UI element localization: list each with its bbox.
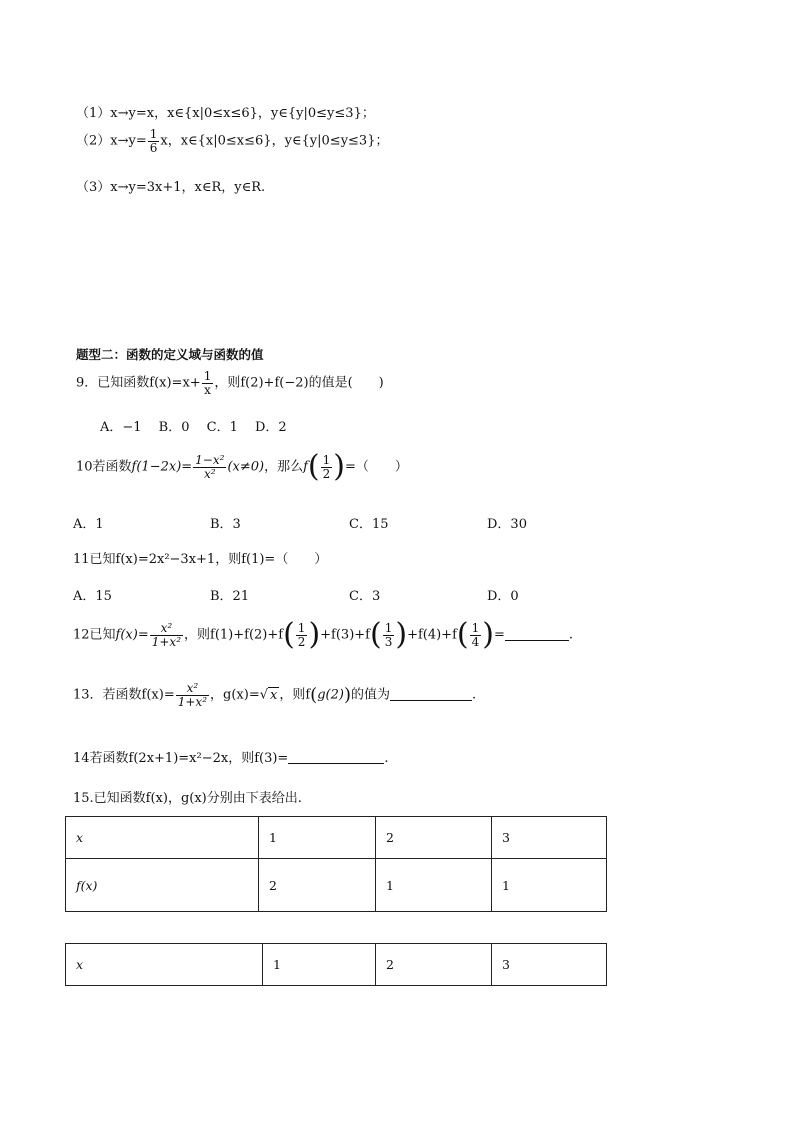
q11-option-c: C．3	[349, 589, 381, 604]
question-13	[73, 682, 476, 708]
q12-prefix: 12已知	[73, 627, 116, 643]
q12-sum-mid: +f(3)+f	[320, 627, 370, 643]
q10-option-d: D．30	[487, 517, 527, 532]
paren-right: )	[333, 449, 345, 484]
fraction-denominator: 3	[384, 634, 393, 649]
table-cell: x	[66, 944, 263, 986]
q13-f-call: ，则f	[279, 687, 311, 703]
line-2	[76, 128, 388, 154]
q10-option-a: A．1	[73, 517, 104, 532]
q14-stem: 14若函数f(2x+1)=x²−2x，则f(3)=	[73, 751, 289, 766]
fraction-denominator: 6	[149, 140, 158, 155]
q12-term-1	[296, 622, 308, 648]
q10-option-b: B．3	[210, 517, 241, 532]
fraction-denominator: 2	[322, 466, 331, 481]
paren-right: )	[482, 617, 494, 652]
line-2-suffix: x，x∈{x|0≤x≤6}，y∈{y|0≤y≤3}；	[160, 133, 389, 149]
q9-stem-end: ，则f(2)+f(−2)的值是( )	[214, 375, 384, 391]
q14-answer-blank[interactable]	[288, 749, 384, 764]
q12-term-3	[470, 622, 482, 648]
fraction-denominator: 1+x²	[177, 694, 208, 709]
q10-f: f	[303, 459, 308, 475]
q13-inner: g(2)	[317, 687, 344, 703]
question-14	[73, 747, 388, 766]
fraction-numerator: x²	[186, 681, 199, 695]
fraction-numerator: 1	[149, 127, 158, 141]
table-cell: 1	[492, 859, 607, 912]
table-cell: 3	[492, 817, 607, 859]
line-3: （3）x→y=3x+1，x∈R，y∈R.	[76, 180, 266, 195]
q13-prefix: 13．若函数f(x)=	[73, 687, 175, 703]
q13-period: .	[472, 687, 477, 703]
table-cell: f(x)	[66, 859, 259, 912]
fraction-denominator: 4	[471, 634, 480, 649]
q14-period: .	[384, 751, 389, 766]
line-1: （1）x→y=x，x∈{x|0≤x≤6}，y∈{y|0≤y≤3}；	[76, 106, 375, 121]
question-10	[76, 449, 408, 484]
line-2-fraction	[148, 128, 160, 154]
q10-lhs: f(1−2x)=	[131, 459, 193, 475]
q12-equals: =	[493, 627, 505, 643]
table-g	[65, 943, 607, 986]
sqrt-sign: √	[259, 687, 269, 703]
fraction-numerator: 1	[297, 620, 306, 635]
table-cell: 1	[259, 817, 376, 859]
q12-fraction	[150, 622, 183, 648]
paren-left: (	[283, 617, 295, 652]
q12-lhs: f(x)=	[115, 627, 149, 643]
q9-stem-start: 9．已知函数f(x)=x+	[76, 375, 201, 391]
q10-suffix: =（ ）	[345, 459, 408, 475]
fraction-numerator: 1−x²	[195, 452, 225, 467]
paren-left: (	[310, 684, 318, 706]
table-cell: 2	[376, 944, 492, 986]
question-15: 15.已知函数f(x)，g(x)分别由下表给出.	[73, 791, 302, 806]
q10-fraction	[193, 454, 226, 480]
q12-answer-blank[interactable]	[505, 626, 569, 641]
q10-condition: (x≠0)	[227, 459, 265, 475]
question-12	[73, 617, 574, 652]
paren-left: (	[369, 617, 382, 652]
q13-radicand: x	[270, 687, 278, 703]
q10-option-c: C．15	[349, 517, 389, 532]
table-row	[66, 944, 607, 986]
paren-right: )	[308, 617, 321, 652]
table-row	[66, 859, 607, 912]
q11-option-d: D．0	[487, 589, 519, 604]
fraction-numerator: 1	[471, 620, 480, 635]
paren-left: (	[456, 617, 469, 652]
fraction-denominator: x	[202, 383, 214, 397]
q10-arg-fraction	[321, 454, 333, 480]
table-cell: x	[66, 817, 259, 859]
table-row	[66, 817, 607, 859]
section-heading: 题型二：函数的定义域与函数的值	[76, 347, 264, 362]
q9-fraction	[202, 370, 214, 396]
fraction-numerator: 1	[322, 452, 331, 467]
table-cell: 1	[263, 944, 376, 986]
table-f	[65, 816, 607, 912]
paren-right: )	[343, 684, 351, 706]
fraction-denominator: 1+x²	[151, 634, 182, 649]
q13-fraction	[176, 682, 209, 708]
q9-options: A．−1 B．0 C．1 D．2	[100, 420, 287, 435]
paren-left: (	[307, 449, 320, 484]
q13-suffix: 的值为	[350, 687, 390, 703]
q12-sum-start: ，则f(1)+f(2)+f	[184, 627, 284, 643]
fraction-denominator: 2	[297, 634, 306, 649]
table-cell: 3	[492, 944, 607, 986]
q11-option-a: A．15	[73, 589, 112, 604]
fraction-numerator: x²	[160, 620, 173, 635]
fraction-numerator: 1	[203, 369, 212, 383]
q10-mid: ，那么	[264, 459, 304, 475]
line-2-prefix: （2）x→y=	[76, 133, 147, 149]
question-9	[76, 370, 384, 396]
table-cell: 2	[376, 817, 492, 859]
fraction-numerator: 1	[384, 620, 393, 635]
q12-sum-mid-2: +f(4)+f	[407, 627, 457, 643]
q10-prefix: 10若函数	[76, 459, 132, 475]
question-11: 11已知f(x)=2x²−3x+1，则f(1)=（ ）	[73, 552, 328, 567]
q12-term-2	[383, 622, 395, 648]
q11-option-b: B．21	[210, 589, 250, 604]
table-cell: 1	[376, 859, 492, 912]
q13-answer-blank[interactable]	[390, 686, 472, 701]
fraction-denominator: x²	[193, 467, 226, 481]
paren-right: )	[395, 617, 408, 652]
q13-g-def: ，g(x)=	[210, 687, 260, 703]
q12-period: .	[568, 627, 574, 643]
table-cell: 2	[259, 859, 376, 912]
